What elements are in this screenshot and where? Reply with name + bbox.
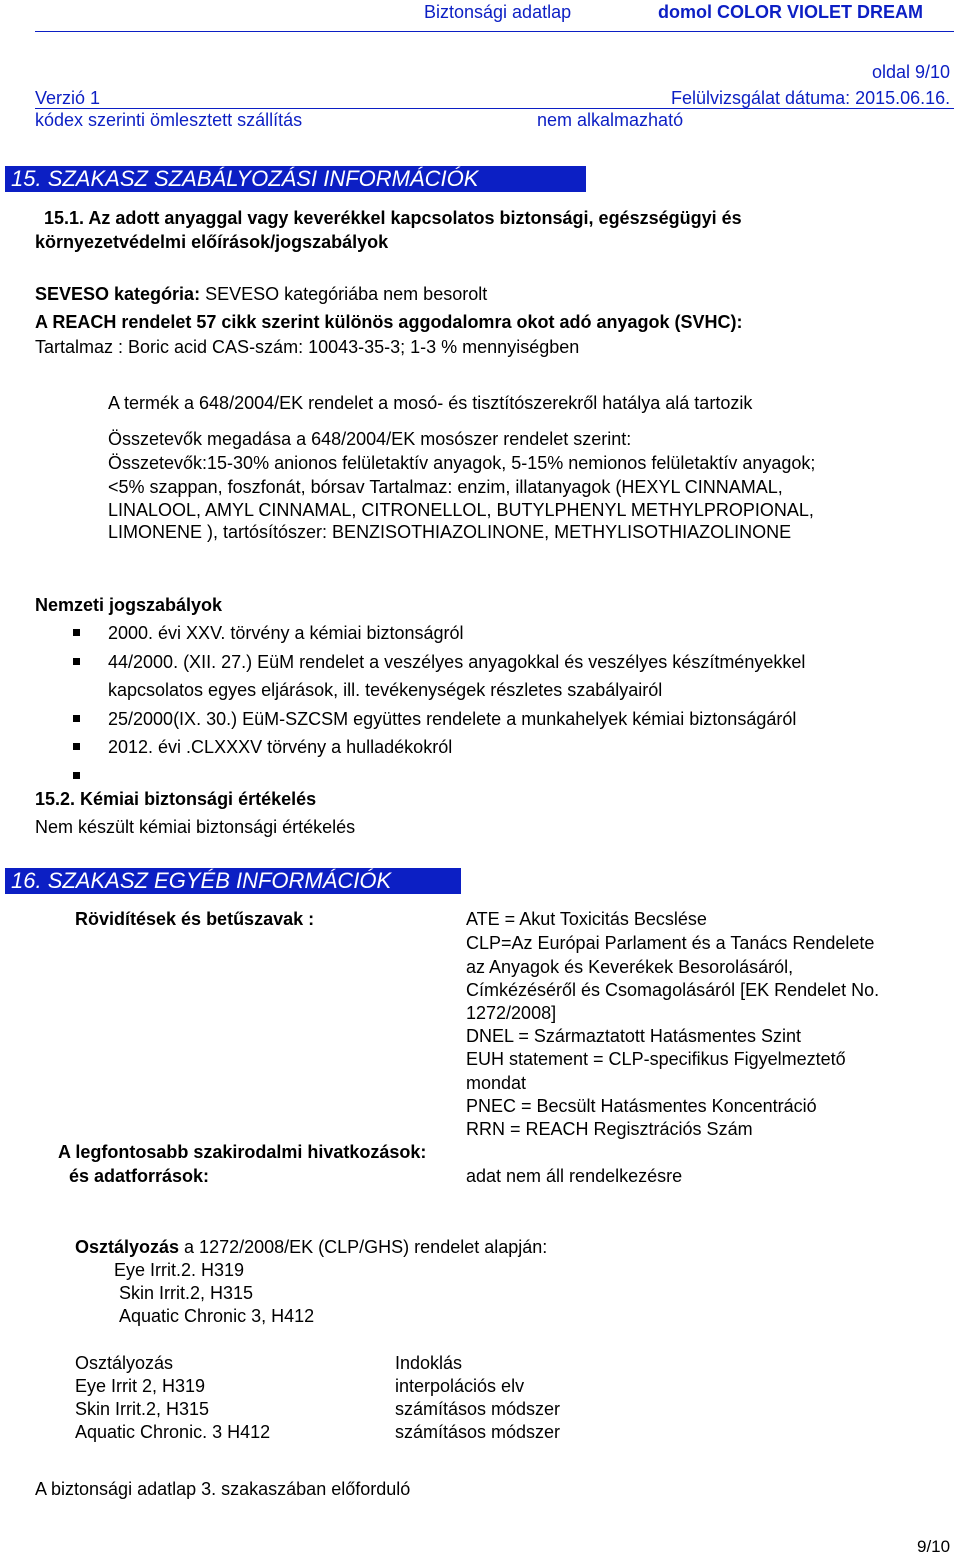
footer-note: A biztonsági adatlap 3. szakaszában előforduló: [35, 1479, 411, 1499]
seveso-value: SEVESO kategóriába nem besorolt: [200, 284, 488, 304]
national-law-item: 2000. évi XXV. törvény a kémiai biztonságról: [108, 623, 464, 643]
revision-date: Felülvizsgálat dátuma: 2015.06.16.: [671, 88, 951, 108]
bullet-icon: [73, 715, 80, 722]
table-cell: számításos módszer: [395, 1399, 561, 1419]
bullet-icon: [73, 743, 80, 750]
ingredients-line: <5% szappan, foszfonát, bórsav Tartalmaz: enzim, illatanyagok (HEXYL CINNAMAL,: [108, 477, 783, 497]
bullet-icon: [73, 772, 80, 779]
seveso-line: [35, 284, 487, 305]
table-cell: Aquatic Chronic. 3 H412: [75, 1422, 271, 1442]
national-law-item: 2012. évi .CLXXXV törvény a hulladékokról: [108, 737, 453, 757]
abbreviation-line: 1272/2008]: [466, 1003, 557, 1023]
table-cell: Skin Irrit.2, H315: [75, 1399, 210, 1419]
national-law-item: 25/2000(IX. 30.) EüM-SZCSM együttes rendelete a munkahelyek kémiai biztonságáról: [108, 709, 797, 729]
abbreviation-line: RRN = REACH Regisztrációs Szám: [466, 1119, 753, 1139]
section-15-2-title: 15.2. Kémiai biztonsági értékelés: [35, 789, 317, 809]
classification-rest: a 1272/2008/EK (CLP/GHS) rendelet alapján:: [179, 1237, 548, 1257]
doc-type: Biztonsági adatlap: [424, 2, 572, 22]
national-laws-title: Nemzeti jogszabályok: [35, 595, 223, 615]
classification-item: Eye Irrit.2. H319: [114, 1260, 245, 1280]
references-label: A legfontosabb szakirodalmi hivatkozások:: [58, 1142, 427, 1162]
table-cell: számításos módszer: [395, 1422, 561, 1442]
seveso-label: SEVESO kategória:: [35, 284, 201, 304]
abbreviation-line: EUH statement = CLP-specifikus Figyelmeztető: [466, 1049, 846, 1069]
header-underline: [35, 108, 954, 109]
abbreviation-line: CLP=Az Európai Parlament és a Tanács Rendelete: [466, 933, 875, 953]
classification-item: Skin Irrit.2, H315: [119, 1283, 254, 1303]
header-divider: [35, 31, 954, 32]
bullet-icon: [73, 658, 80, 665]
section-15-1-line1: 15.1. Az adott anyaggal vagy keverékkel kapcsolatos biztonsági, egészségügyi és: [44, 208, 742, 228]
section-15-2-text: Nem készült kémiai biztonsági értékelés: [35, 817, 356, 837]
page-number: 9/10: [917, 1537, 951, 1556]
abbreviations-label: Rövidítések és betűszavak :: [75, 909, 315, 929]
ingredients-line: LINALOOL, AMYL CINNAMAL, CITRONELLOL, BUTYLPHENYL METHYLPROPIONAL,: [108, 500, 814, 520]
national-law-item-continued: kapcsolatos egyes eljárások, ill. tevékenységek részletes szabályairól: [108, 680, 663, 700]
table-cell: Eye Irrit 2, H319: [75, 1376, 206, 1396]
product-name: domol COLOR VIOLET DREAM: [658, 2, 923, 22]
ingredients-line: Összetevők megadása a 648/2004/EK mosószer rendelet szerint:: [108, 429, 632, 449]
reach-svhc: A REACH rendelet 57 cikk szerint különös aggodalomra okot adó anyagok (SVHC):: [35, 312, 743, 332]
references-value: adat nem áll rendelkezésre: [466, 1166, 683, 1186]
classification-item: Aquatic Chronic 3, H412: [119, 1306, 315, 1326]
abbreviation-line: Címkézéséről és Csomagolásáról [EK Rendelet No.: [466, 980, 880, 1000]
classification-bold: Osztályozás: [75, 1237, 180, 1257]
abbreviation-line: az Anyagok és Keverékek Besorolásáról,: [466, 957, 794, 977]
section-15-1-line2: környezetvédelmi előírások/jogszabályok: [35, 232, 389, 252]
ingredients-line: Összetevők:15-30% anionos felületaktív anyagok, 5-15% nemionos felületaktív anyagok;: [108, 453, 816, 473]
ingredients-line: LIMONENE ), tartósítószer: BENZISOTHIAZOLINONE, METHYLISOTHIAZOLINONE: [108, 522, 792, 542]
detergent-regulation: A termék a 648/2004/EK rendelet a mosó- és tisztítószerekről hatálya alá tartozik: [108, 393, 753, 413]
abbreviation-line: DNEL = Származtatott Hatásmentes Szint: [466, 1026, 801, 1046]
bulk-transport-label: kódex szerinti ömlesztett szállítás: [35, 110, 303, 130]
abbreviation-line: ATE = Akut Toxicitás Becslése: [466, 909, 707, 929]
page-indicator: oldal 9/10: [872, 62, 951, 82]
version: Verzió 1: [35, 88, 101, 108]
section-15-title: 15. SZAKASZ SZABÁLYOZÁSI INFORMÁCIÓK: [5, 166, 586, 192]
table-header-reason: Indoklás: [395, 1353, 463, 1373]
table-header-classification: Osztályozás: [75, 1353, 174, 1373]
section-16-title: 16. SZAKASZ EGYÉB INFORMÁCIÓK: [5, 868, 461, 894]
abbreviation-line: PNEC = Becsült Hatásmentes Koncentráció: [466, 1096, 817, 1116]
bullet-icon: [73, 629, 80, 636]
bulk-transport-value: nem alkalmazható: [537, 110, 684, 130]
contains-line: Tartalmaz : Boric acid CAS-szám: 10043-35-3; 1-3 % mennyiségben: [35, 337, 580, 357]
table-cell: interpolációs elv: [395, 1376, 525, 1396]
national-law-item: 44/2000. (XII. 27.) EüM rendelet a veszélyes anyagokkal és veszélyes készítményekkel: [108, 652, 806, 672]
references-label-2: és adatforrások:: [69, 1166, 210, 1186]
abbreviation-line: mondat: [466, 1073, 527, 1093]
classification-heading: [75, 1237, 547, 1258]
